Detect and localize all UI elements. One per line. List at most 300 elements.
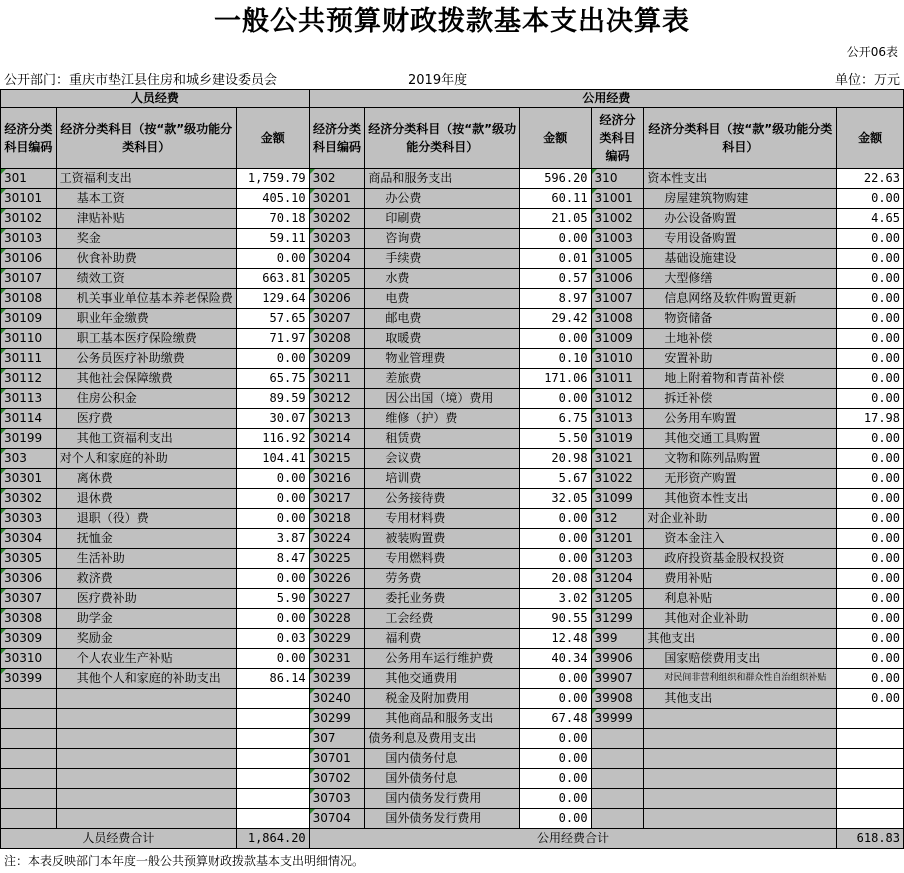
item-name-cell: 福利费 <box>365 629 520 649</box>
item-name-cell: 会议费 <box>365 449 520 469</box>
item-name-cell <box>56 729 236 749</box>
table-row <box>1 609 904 629</box>
amount-cell: 0.00 <box>837 309 904 329</box>
table-row <box>1 389 904 409</box>
item-name-cell: 国外债务付息 <box>365 769 520 789</box>
department-label: 公开部门：重庆市垫江县住房和城乡建设委员会 <box>4 73 278 88</box>
code-cell: 30305 <box>1 549 57 569</box>
code-cell <box>1 689 57 709</box>
amount-cell: 0.00 <box>236 249 309 269</box>
amount-cell: 40.34 <box>519 649 591 669</box>
table-row <box>1 169 904 189</box>
amount-cell: 0.00 <box>837 269 904 289</box>
item-name-cell: 对企业补助 <box>644 509 837 529</box>
code-cell: 31201 <box>591 529 644 549</box>
code-cell: 30224 <box>309 529 365 549</box>
item-name-cell: 公务用车运行维护费 <box>365 649 520 669</box>
code-cell: 30216 <box>309 469 365 489</box>
code-cell: 30304 <box>1 529 57 549</box>
code-cell: 30207 <box>309 309 365 329</box>
amount-cell: 171.06 <box>519 369 591 389</box>
amount-cell: 0.00 <box>236 349 309 369</box>
public-total-amount: 618.83 <box>837 829 904 849</box>
amount-cell: 0.01 <box>519 249 591 269</box>
table-row <box>1 569 904 589</box>
amount-cell: 0.00 <box>236 509 309 529</box>
amount-cell: 20.98 <box>519 449 591 469</box>
amount-cell: 0.00 <box>837 609 904 629</box>
code-cell: 31013 <box>591 409 644 429</box>
code-cell: 30309 <box>1 629 57 649</box>
amount-cell <box>236 749 309 769</box>
amount-cell: 663.81 <box>236 269 309 289</box>
amount-cell: 0.00 <box>837 329 904 349</box>
item-name-cell: 大型修缮 <box>644 269 837 289</box>
amount-cell <box>236 789 309 809</box>
item-name-cell: 其他交通工具购置 <box>644 429 837 449</box>
year-label: 2019年度 <box>408 73 468 88</box>
code-cell: 30303 <box>1 509 57 529</box>
amount-cell: 0.00 <box>236 569 309 589</box>
amount-cell: 0.00 <box>519 389 591 409</box>
item-name-cell: 咨询费 <box>365 229 520 249</box>
table-row <box>1 509 904 529</box>
amount-cell: 0.00 <box>837 449 904 469</box>
amount-cell: 0.00 <box>837 589 904 609</box>
table-row <box>1 529 904 549</box>
table-row <box>1 409 904 429</box>
item-name-cell: 电费 <box>365 289 520 309</box>
code-cell: 31204 <box>591 569 644 589</box>
column-header-amount: 金额 <box>837 108 904 169</box>
unit-label: 单位：万元 <box>834 73 900 88</box>
item-name-cell: 土地补偿 <box>644 329 837 349</box>
amount-cell: 5.67 <box>519 469 591 489</box>
code-cell: 30310 <box>1 649 57 669</box>
code-cell: 30299 <box>309 709 365 729</box>
amount-cell: 20.08 <box>519 569 591 589</box>
table-row <box>1 309 904 329</box>
code-cell: 30239 <box>309 669 365 689</box>
item-name-cell: 抚恤金 <box>56 529 236 549</box>
amount-cell: 57.65 <box>236 309 309 329</box>
table-row <box>1 589 904 609</box>
code-cell: 30199 <box>1 429 57 449</box>
amount-cell: 0.57 <box>519 269 591 289</box>
amount-cell: 0.00 <box>837 669 904 689</box>
code-cell: 30308 <box>1 609 57 629</box>
item-name-cell: 职工基本医疗保险缴费 <box>56 329 236 349</box>
code-cell <box>1 749 57 769</box>
column-header-code: 经济分类科目编码 <box>1 108 57 169</box>
item-name-cell: 医疗费 <box>56 409 236 429</box>
item-name-cell: 助学金 <box>56 609 236 629</box>
amount-cell: 0.00 <box>519 509 591 529</box>
item-name-cell: 其他个人和家庭的补助支出 <box>56 669 236 689</box>
code-cell: 30109 <box>1 309 57 329</box>
amount-cell: 0.00 <box>236 649 309 669</box>
code-cell: 310 <box>591 169 644 189</box>
code-cell: 30206 <box>309 289 365 309</box>
item-name-cell: 其他支出 <box>644 629 837 649</box>
code-cell: 30231 <box>309 649 365 669</box>
amount-cell: 0.00 <box>837 489 904 509</box>
amount-cell: 129.64 <box>236 289 309 309</box>
item-name-cell: 安置补助 <box>644 349 837 369</box>
amount-cell: 0.00 <box>837 349 904 369</box>
code-cell: 31019 <box>591 429 644 449</box>
item-name-cell: 商品和服务支出 <box>365 169 520 189</box>
amount-cell: 0.00 <box>519 789 591 809</box>
code-cell <box>591 769 644 789</box>
code-cell: 31008 <box>591 309 644 329</box>
amount-cell <box>236 769 309 789</box>
item-name-cell: 公务员医疗补助缴费 <box>56 349 236 369</box>
code-cell: 30217 <box>309 489 365 509</box>
item-name-cell: 拆迁补偿 <box>644 389 837 409</box>
item-name-cell: 无形资产购置 <box>644 469 837 489</box>
amount-cell: 0.00 <box>837 649 904 669</box>
code-cell: 30101 <box>1 189 57 209</box>
amount-cell: 0.00 <box>837 229 904 249</box>
item-name-cell: 水费 <box>365 269 520 289</box>
code-cell: 30212 <box>309 389 365 409</box>
item-name-cell <box>644 809 837 829</box>
item-name-cell <box>56 749 236 769</box>
table-row <box>1 809 904 829</box>
amount-cell <box>236 689 309 709</box>
item-name-cell: 奖金 <box>56 229 236 249</box>
code-cell: 30201 <box>309 189 365 209</box>
code-cell: 303 <box>1 449 57 469</box>
personnel-total-amount: 1,864.20 <box>236 829 309 849</box>
item-name-cell: 离休费 <box>56 469 236 489</box>
report-info-line <box>4 69 900 87</box>
code-cell: 30227 <box>309 589 365 609</box>
amount-cell: 0.00 <box>519 329 591 349</box>
code-cell: 31006 <box>591 269 644 289</box>
item-name-cell: 住房公积金 <box>56 389 236 409</box>
amount-cell <box>236 729 309 749</box>
amount-cell: 0.00 <box>837 429 904 449</box>
table-row <box>1 489 904 509</box>
code-cell: 30226 <box>309 569 365 589</box>
item-name-cell: 被装购置费 <box>365 529 520 549</box>
table-row <box>1 649 904 669</box>
item-name-cell: 印刷费 <box>365 209 520 229</box>
amount-cell: 29.42 <box>519 309 591 329</box>
amount-cell: 596.20 <box>519 169 591 189</box>
amount-cell: 0.00 <box>519 729 591 749</box>
item-name-cell: 办公设备购置 <box>644 209 837 229</box>
amount-cell: 90.55 <box>519 609 591 629</box>
item-name-cell: 培训费 <box>365 469 520 489</box>
table-row <box>1 229 904 249</box>
amount-cell <box>236 809 309 829</box>
item-name-cell: 信息网络及软件购置更新 <box>644 289 837 309</box>
code-cell: 30202 <box>309 209 365 229</box>
code-cell: 30203 <box>309 229 365 249</box>
item-name-cell: 基础设施建设 <box>644 249 837 269</box>
item-name-cell: 办公费 <box>365 189 520 209</box>
item-name-cell <box>56 709 236 729</box>
table-row <box>1 329 904 349</box>
item-name-cell: 其他支出 <box>644 689 837 709</box>
amount-cell: 89.59 <box>236 389 309 409</box>
amount-cell: 70.18 <box>236 209 309 229</box>
expenditure-table <box>0 89 904 849</box>
item-name-cell: 其他交通费用 <box>365 669 520 689</box>
code-cell: 31007 <box>591 289 644 309</box>
amount-cell: 104.41 <box>236 449 309 469</box>
code-cell <box>591 789 644 809</box>
code-cell: 31022 <box>591 469 644 489</box>
code-cell: 30112 <box>1 369 57 389</box>
item-name-cell: 生活补助 <box>56 549 236 569</box>
table-row <box>1 449 904 469</box>
code-cell: 30213 <box>309 409 365 429</box>
item-name-cell: 基本工资 <box>56 189 236 209</box>
table-row <box>1 749 904 769</box>
amount-cell: 0.10 <box>519 349 591 369</box>
amount-cell: 0.00 <box>519 669 591 689</box>
amount-cell: 0.00 <box>837 569 904 589</box>
amount-cell: 0.00 <box>837 189 904 209</box>
table-row <box>1 689 904 709</box>
code-cell: 30702 <box>309 769 365 789</box>
amount-cell <box>837 709 904 729</box>
item-name-cell: 其他对企业补助 <box>644 609 837 629</box>
amount-cell: 21.05 <box>519 209 591 229</box>
item-name-cell: 津贴补贴 <box>56 209 236 229</box>
item-name-cell: 专用材料费 <box>365 509 520 529</box>
table-row <box>1 269 904 289</box>
code-cell: 399 <box>591 629 644 649</box>
code-cell: 30110 <box>1 329 57 349</box>
amount-cell: 59.11 <box>236 229 309 249</box>
amount-cell: 65.75 <box>236 369 309 389</box>
personnel-total-label: 人员经费合计 <box>1 829 237 849</box>
item-name-cell: 委托业务费 <box>365 589 520 609</box>
amount-cell: 0.00 <box>519 549 591 569</box>
code-cell: 31010 <box>591 349 644 369</box>
table-row <box>1 669 904 689</box>
item-name-cell: 公务接待费 <box>365 489 520 509</box>
item-name-cell: 职业年金缴费 <box>56 309 236 329</box>
item-name-cell: 对个人和家庭的补助 <box>56 449 236 469</box>
item-name-cell <box>644 729 837 749</box>
code-cell <box>591 729 644 749</box>
code-cell <box>1 709 57 729</box>
amount-cell: 0.00 <box>837 289 904 309</box>
item-name-cell: 差旅费 <box>365 369 520 389</box>
form-number: 公开06表 <box>846 45 898 59</box>
amount-cell: 86.14 <box>236 669 309 689</box>
public-total-label: 公用经费合计 <box>309 829 837 849</box>
code-cell: 30204 <box>309 249 365 269</box>
report-title: 一般公共预算财政拨款基本支出决算表 <box>214 6 690 37</box>
item-name-cell: 资本性支出 <box>644 169 837 189</box>
amount-cell: 116.92 <box>236 429 309 449</box>
code-cell: 30229 <box>309 629 365 649</box>
code-cell <box>591 809 644 829</box>
code-cell: 39906 <box>591 649 644 669</box>
item-name-cell: 因公出国（境）费用 <box>365 389 520 409</box>
item-name-cell: 专用设备购置 <box>644 229 837 249</box>
item-name-cell: 政府投资基金股权投资 <box>644 549 837 569</box>
amount-cell: 0.00 <box>519 769 591 789</box>
item-name-cell: 退职（役）费 <box>56 509 236 529</box>
code-cell: 307 <box>309 729 365 749</box>
code-cell: 302 <box>309 169 365 189</box>
code-cell <box>591 749 644 769</box>
amount-cell: 17.98 <box>837 409 904 429</box>
item-name-cell: 国内债务付息 <box>365 749 520 769</box>
amount-cell: 0.00 <box>236 489 309 509</box>
table-row <box>1 209 904 229</box>
amount-cell <box>837 769 904 789</box>
item-name-cell: 地上附着物和青苗补偿 <box>644 369 837 389</box>
amount-cell: 0.00 <box>837 549 904 569</box>
code-cell: 30102 <box>1 209 57 229</box>
code-cell: 30208 <box>309 329 365 349</box>
code-cell <box>1 789 57 809</box>
amount-cell: 0.00 <box>519 809 591 829</box>
amount-cell: 12.48 <box>519 629 591 649</box>
code-cell: 31012 <box>591 389 644 409</box>
table-row <box>1 549 904 569</box>
amount-cell: 0.00 <box>236 469 309 489</box>
code-cell: 30114 <box>1 409 57 429</box>
amount-cell <box>837 809 904 829</box>
item-name-cell: 其他社会保障缴费 <box>56 369 236 389</box>
code-cell: 30218 <box>309 509 365 529</box>
item-name-cell: 工资福利支出 <box>56 169 236 189</box>
table-row <box>1 469 904 489</box>
amount-cell: 0.00 <box>837 389 904 409</box>
amount-cell <box>837 749 904 769</box>
public-group-header: 公用经费 <box>309 90 903 108</box>
amount-cell: 0.00 <box>837 689 904 709</box>
code-cell: 31205 <box>591 589 644 609</box>
item-name-cell: 维修（护）费 <box>365 409 520 429</box>
item-name-cell: 取暖费 <box>365 329 520 349</box>
item-name-cell <box>644 749 837 769</box>
amount-cell: 71.97 <box>236 329 309 349</box>
item-name-cell: 机关事业单位基本养老保险费 <box>56 289 236 309</box>
code-cell: 30215 <box>309 449 365 469</box>
item-name-cell: 手续费 <box>365 249 520 269</box>
item-name-cell: 税金及附加费用 <box>365 689 520 709</box>
item-name-cell: 资本金注入 <box>644 529 837 549</box>
item-name-cell: 其他商品和服务支出 <box>365 709 520 729</box>
amount-cell: 0.00 <box>519 229 591 249</box>
amount-cell: 0.00 <box>236 609 309 629</box>
item-name-cell: 公务用车购置 <box>644 409 837 429</box>
code-cell: 31203 <box>591 549 644 569</box>
item-name-cell: 个人农业生产补贴 <box>56 649 236 669</box>
code-cell: 30214 <box>309 429 365 449</box>
item-name-cell: 劳务费 <box>365 569 520 589</box>
personnel-group-header: 人员经费 <box>1 90 310 108</box>
amount-cell: 5.50 <box>519 429 591 449</box>
table-row <box>1 629 904 649</box>
code-cell: 31099 <box>591 489 644 509</box>
item-name-cell <box>56 689 236 709</box>
item-name-cell: 租赁费 <box>365 429 520 449</box>
table-row <box>1 349 904 369</box>
footnote: 注：本表反映部门本年度一般公共预算财政拨款基本支出明细情况。 <box>4 854 365 868</box>
amount-cell: 0.00 <box>837 629 904 649</box>
table-row <box>1 189 904 209</box>
group-header-row <box>1 90 904 108</box>
column-header-name: 经济分类科目（按“款”级功能分类科目） <box>365 108 520 169</box>
item-name-cell: 利息补贴 <box>644 589 837 609</box>
code-cell: 31009 <box>591 329 644 349</box>
item-name-cell <box>644 709 837 729</box>
code-cell: 30240 <box>309 689 365 709</box>
item-name-cell: 救济费 <box>56 569 236 589</box>
item-name-cell: 其他资本性支出 <box>644 489 837 509</box>
amount-cell: 0.00 <box>837 509 904 529</box>
amount-cell: 67.48 <box>519 709 591 729</box>
amount-cell: 0.00 <box>519 529 591 549</box>
amount-cell: 0.00 <box>837 249 904 269</box>
amount-cell: 8.97 <box>519 289 591 309</box>
code-cell: 31021 <box>591 449 644 469</box>
item-name-cell: 对民间非营利组织和群众性自治组织补贴 <box>644 669 837 689</box>
code-cell: 30108 <box>1 289 57 309</box>
column-header-code: 经济分类科目编码 <box>309 108 365 169</box>
column-header-amount: 金额 <box>519 108 591 169</box>
item-name-cell: 物资储备 <box>644 309 837 329</box>
code-cell: 31003 <box>591 229 644 249</box>
amount-cell: 3.02 <box>519 589 591 609</box>
code-cell: 30701 <box>309 749 365 769</box>
item-name-cell: 物业管理费 <box>365 349 520 369</box>
code-cell: 30111 <box>1 349 57 369</box>
item-name-cell: 医疗费补助 <box>56 589 236 609</box>
code-cell: 30211 <box>309 369 365 389</box>
amount-cell: 405.10 <box>236 189 309 209</box>
code-cell: 30704 <box>309 809 365 829</box>
code-cell: 39999 <box>591 709 644 729</box>
code-cell: 30228 <box>309 609 365 629</box>
table-row <box>1 789 904 809</box>
item-name-cell: 费用补贴 <box>644 569 837 589</box>
item-name-cell: 退休费 <box>56 489 236 509</box>
code-cell <box>1 809 57 829</box>
table-row <box>1 289 904 309</box>
item-name-cell: 国内债务发行费用 <box>365 789 520 809</box>
amount-cell: 0.00 <box>519 689 591 709</box>
amount-cell: 60.11 <box>519 189 591 209</box>
totals-row <box>1 829 904 849</box>
code-cell: 30225 <box>309 549 365 569</box>
code-cell: 31002 <box>591 209 644 229</box>
table-row <box>1 429 904 449</box>
code-cell: 30399 <box>1 669 57 689</box>
amount-cell: 0.03 <box>236 629 309 649</box>
code-cell: 30107 <box>1 269 57 289</box>
code-cell: 30306 <box>1 569 57 589</box>
table-row <box>1 369 904 389</box>
column-header-code: 经济分类科目编码 <box>591 108 644 169</box>
item-name-cell: 文物和陈列品购置 <box>644 449 837 469</box>
amount-cell: 4.65 <box>837 209 904 229</box>
amount-cell: 0.00 <box>837 469 904 489</box>
table-row <box>1 729 904 749</box>
